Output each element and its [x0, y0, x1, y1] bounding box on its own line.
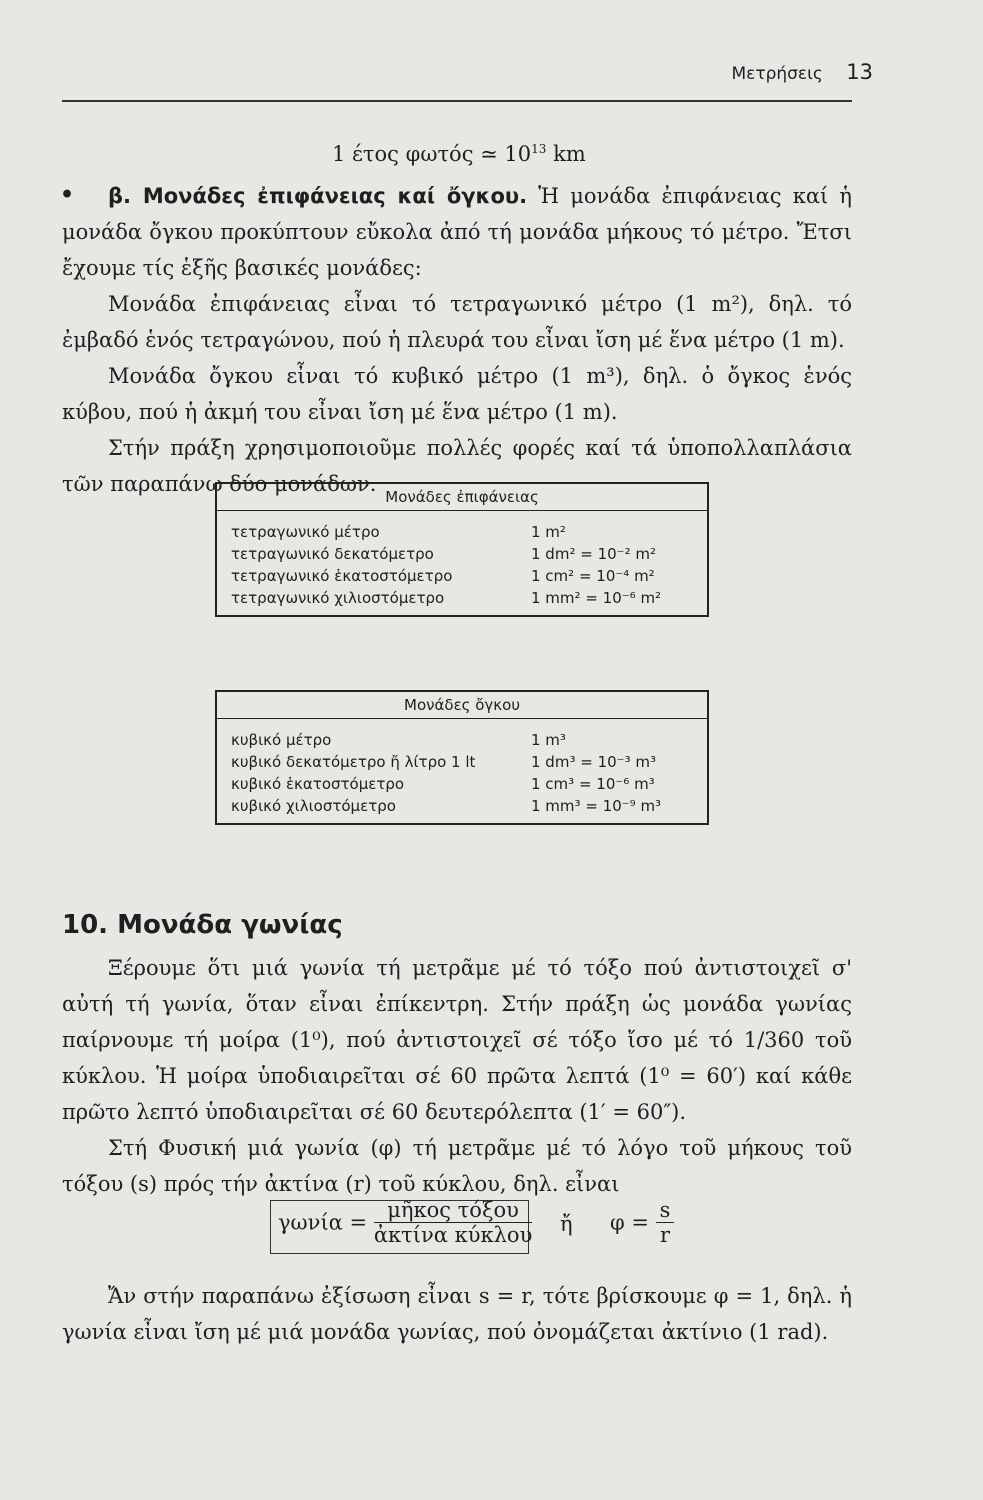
table-row: κυβικό δεκατόμετρο ἤ λίτρο 1 lt 1 dm³ = 10⁻³ m³: [231, 753, 656, 771]
section-10-p2: Στή Φυσική μιά γωνία (φ) τή μετρᾶμε μέ τό λόγο τοῦ μήκους τοῦ τόξου (s) πρός τήν ἀκτίνα (r) τοῦ κύκλου, δηλ. εἶναι: [62, 1136, 852, 1196]
section-b-text: [62, 178, 852, 502]
section-10-text: [62, 950, 852, 1202]
section-b-heading: β. Μονάδες ἐπιφάνειας καί ὄγκου.: [108, 184, 528, 208]
table-row: τετραγωνικό ἑκατοστόμετρο 1 cm² = 10⁻⁴ m²: [231, 567, 655, 585]
table-row: τετραγωνικό μέτρο 1 m²: [231, 523, 566, 541]
volume-table-title: Μονάδες ὄγκου: [217, 692, 707, 719]
page-number: 13: [846, 60, 873, 84]
volume-units-table: [215, 690, 709, 825]
table-row: τετραγωνικό χιλιοστόμετρο 1 mm² = 10⁻⁶ m²: [231, 589, 662, 607]
section-10-heading: 10. Μονάδα γωνίας: [62, 910, 343, 940]
section-b-p2: Μονάδα ἐπιφάνειας εἶναι τό τετραγωνικό μέτρο (1 m²), δηλ. τό ἐμβαδό ἑνός τετραγώνου, πού ἡ πλευρά του εἶναι ἴση μέ ἕνα μέτρο (1 m).: [62, 292, 852, 352]
area-units-table: [215, 482, 709, 617]
section-10-conclusion: [62, 1278, 852, 1350]
section-10-p1: Ξέρουμε ὅτι μιά γωνία τή μετρᾶμε μέ τό τόξο πού ἀντιστοιχεῖ σ' αὐτή τή γωνία, ὅταν εἶναι ἐπίκεντρη. Στήν πράξη ὡς μονάδα γωνίας παίρνουμε τή μοίρα (1⁰), πού ἀντιστοιχεῖ σέ τόξο ἴσο μέ τό 1/360 τοῦ κύκλου. Ἡ μοίρα ὑποδιαιρεῖται σέ 60 πρῶτα λεπτά (1⁰ = 60′) καί κάθε πρῶτο λεπτό ὑποδιαιρεῖται σέ 60 δευτερόλεπτα (1′ = 60″).: [62, 956, 852, 1124]
table-row: κυβικό ἑκατοστόμετρο 1 cm³ = 10⁻⁶ m³: [231, 775, 655, 793]
section-b-p4: Στήν πράξη χρησιμοποιοῦμε πολλές φορές καί τά ὑποπολλαπλάσια τῶν παραπάνω δύο μονάδων.: [62, 436, 852, 496]
section-b-p3: Μονάδα ὄγκου εἶναι τό κυβικό μέτρο (1 m³), δηλ. ὁ ὄγκος ἑνός κύβου, πού ἡ ἀκμή του εἶναι ἴση μέ ἕνα μέτρο (1 m).: [62, 364, 852, 424]
running-header: [732, 60, 874, 84]
header-rule: [62, 100, 852, 102]
section-10-p3: Ἄν στήν παραπάνω ἐξίσωση εἶναι s = r, τότε βρίσκουμε φ = 1, δηλ. ἡ γωνία εἶναι ἴση μέ μιά μονάδα γωνίας, πού ὀνομάζεται ἀκτίνιο (1 rad).: [62, 1284, 852, 1344]
angle-formula: γωνία = μῆκος τόξου ἀκτίνα κύκλου ἤ φ = $\frac{s}{r}$: [270, 1200, 670, 1256]
lightyear-equation: 1 έτος φωτός ≃ $10^{13}$ km: [332, 142, 586, 166]
area-table-title: Μονάδες ἐπιφάνειας: [217, 484, 707, 511]
section-b-p1: Ἡ μονάδα ἐπιφάνειας καί ἡ μονάδα ὄγκου προκύπτουν εὔκολα ἀπό τή μονάδα μήκους τό μέτρο. Ἔτσι ἔχουμε τίς ἑξῆς βασικές μονάδες:: [62, 184, 852, 280]
header-title: Μετρήσεις: [731, 64, 823, 84]
table-row: κυβικό μέτρο 1 m³: [231, 731, 566, 749]
table-row: τετραγωνικό δεκατόμετρο 1 dm² = 10⁻² m²: [231, 545, 656, 563]
bullet-mark: •: [60, 182, 75, 208]
table-row: κυβικό χιλιοστόμετρο 1 mm³ = 10⁻⁹ m³: [231, 797, 662, 815]
